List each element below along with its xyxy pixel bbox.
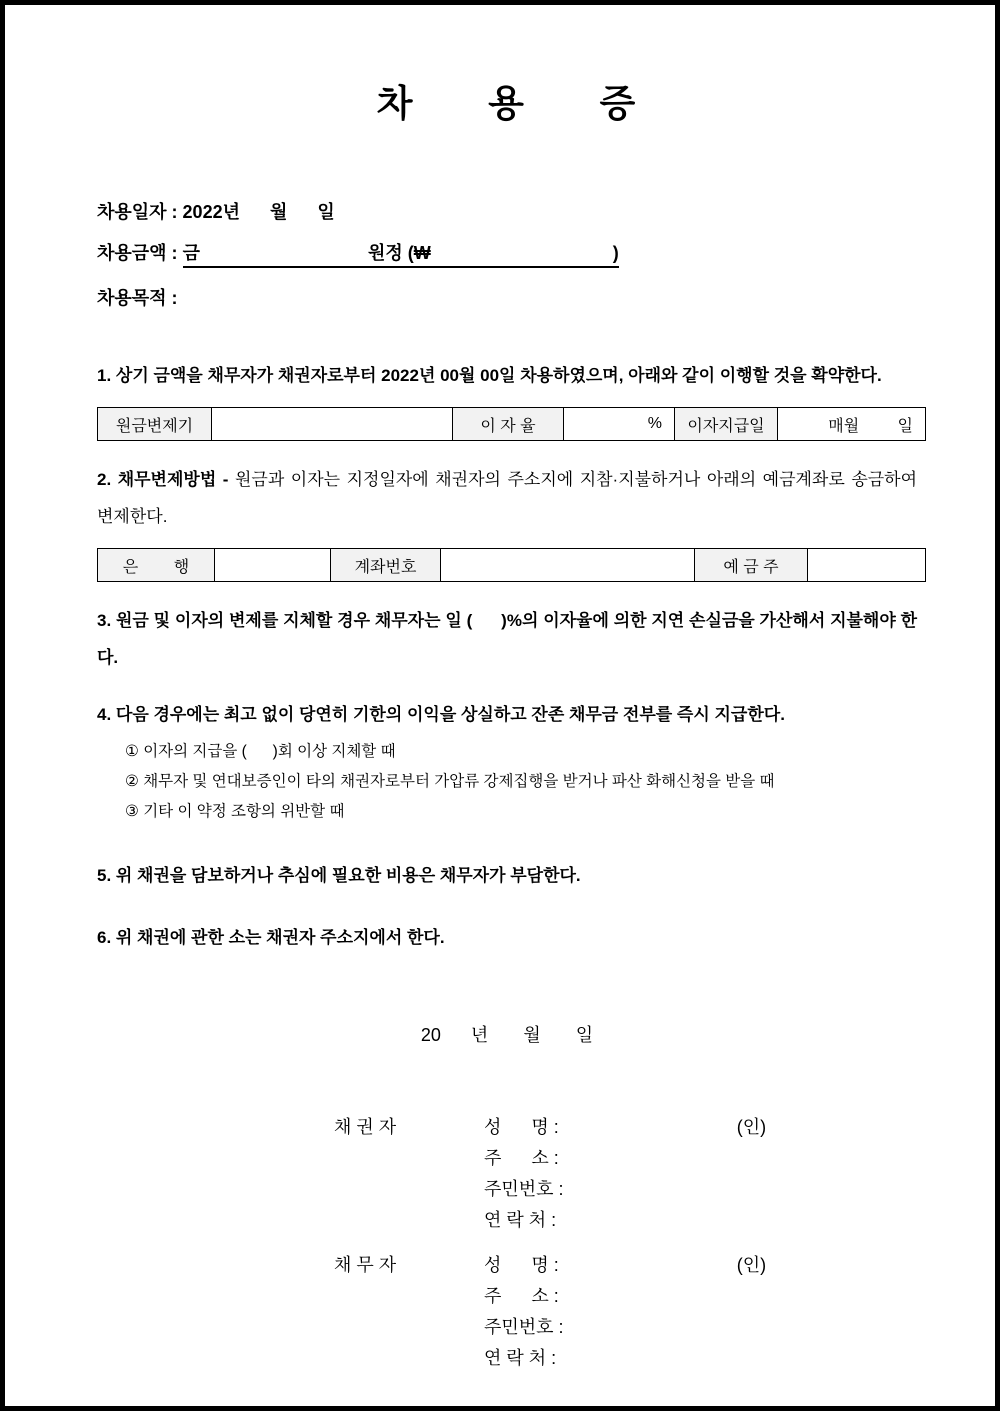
loan-date-line: 차용일자 : 2022년 월 일 <box>97 202 335 222</box>
clause-4-item-1: ① 이자의 지급을 ( )회 이상 지체할 때 <box>125 743 396 760</box>
loan-amount-label: 차용금액 : <box>97 243 183 263</box>
day-label: 일 <box>897 417 913 435</box>
interest-rate-value-cell[interactable]: % <box>564 408 675 441</box>
amount-prefix: 금 <box>182 243 200 263</box>
creditor-contact-label: 연 락 처 : <box>484 1210 557 1230</box>
principal-due-label-cell: 원금변제기 <box>98 408 212 441</box>
account-holder-value-cell[interactable] <box>808 549 926 582</box>
clause-2-body: 원금과 이자는 지정일자에 채권자의 주소지에 지참·지불하거나 아래의 예금계좌로 송금하여 변제한다. <box>97 470 922 526</box>
creditor-name-row <box>484 1112 917 1143</box>
account-number-value-cell[interactable] <box>441 549 695 582</box>
clause-3: 3. 원금 및 이자의 변제를 지체할 경우 채무자는 일 ( )%의 이자율에 의한 지연 손실금을 가산해서 지불해야 한다. <box>97 611 917 667</box>
creditor-signature-block <box>334 1112 917 1236</box>
creditor-contact-row <box>484 1205 917 1236</box>
creditor-name-label: 성 명 : <box>484 1117 559 1137</box>
amount-won-open: 원정 (₩ <box>367 243 431 263</box>
creditor-id-number-row <box>484 1174 917 1205</box>
bank-account-table <box>97 548 926 582</box>
debtor-name-label: 성 명 : <box>484 1255 559 1275</box>
monthly-label: 매월 <box>828 417 860 435</box>
creditor-address-row <box>484 1143 917 1174</box>
loan-amount-line <box>97 242 917 268</box>
interest-payday-value-cell[interactable] <box>778 408 926 441</box>
signature-date-line: 20 년 월 일 <box>420 1025 594 1045</box>
creditor-id-number-label: 주민번호 : <box>484 1179 564 1199</box>
principal-due-value-cell[interactable] <box>212 408 453 441</box>
clause-4-subitems <box>97 737 917 827</box>
clause-5: 5. 위 채권을 담보하거나 추심에 필요한 비용은 채무자가 부담한다. <box>97 866 581 885</box>
creditor-seal-mark: (인) <box>736 1117 767 1137</box>
clause-6: 6. 위 채권에 관한 소는 채권자 주소지에서 한다. <box>97 928 445 947</box>
interest-payday-label-cell: 이자지급일 <box>675 408 778 441</box>
clause-4-item-2: ② 채무자 및 연대보증인이 타의 채권자로부터 가압류 강제집행을 받거나 파산 화해신청을 받을 때 <box>125 773 775 790</box>
clause-4-item-3: ③ 기타 이 약정 조항의 위반할 때 <box>125 803 345 820</box>
account-number-label-cell: 계좌번호 <box>331 549 441 582</box>
debtor-id-number-label: 주민번호 : <box>484 1317 564 1337</box>
clause-2 <box>97 461 922 535</box>
amount-close-paren: ) <box>612 243 619 263</box>
debtor-name-row <box>484 1250 917 1281</box>
debtor-signature-block <box>334 1250 917 1374</box>
debtor-address-label: 주 소 : <box>484 1286 559 1306</box>
debtor-party-label: 채 무 자 <box>334 1255 397 1275</box>
debtor-contact-label: 연 락 처 : <box>484 1348 557 1368</box>
loan-purpose-line: 차용목적 : <box>97 288 178 308</box>
debtor-contact-row <box>484 1343 917 1374</box>
page-title: 차 용 증 <box>376 83 638 124</box>
creditor-party-label: 채 권 자 <box>334 1117 397 1137</box>
debtor-seal-mark: (인) <box>736 1255 767 1275</box>
account-holder-label-cell: 예 금 주 <box>695 549 808 582</box>
bank-value-cell[interactable] <box>215 549 331 582</box>
bank-label-cell: 은 행 <box>98 549 215 582</box>
debtor-address-row <box>484 1281 917 1312</box>
creditor-address-label: 주 소 : <box>484 1148 559 1168</box>
loan-amount-blank[interactable] <box>183 242 619 268</box>
clause-2-heading: 2. 채무변제방법 - <box>97 470 235 489</box>
interest-terms-table <box>97 407 926 441</box>
debtor-id-number-row <box>484 1312 917 1343</box>
clause-1: 1. 상기 금액을 채무자가 채권자로부터 2022년 00월 00일 차용하였으며, 아래와 같이 이행할 것을 확약한다. <box>97 366 882 385</box>
interest-rate-label-cell: 이 자 율 <box>453 408 564 441</box>
clause-4: 4. 다음 경우에는 최고 없이 당연히 기한의 이익을 상실하고 잔존 채무금 전부를 즉시 지급한다. <box>97 705 785 724</box>
header-fields <box>97 201 917 309</box>
